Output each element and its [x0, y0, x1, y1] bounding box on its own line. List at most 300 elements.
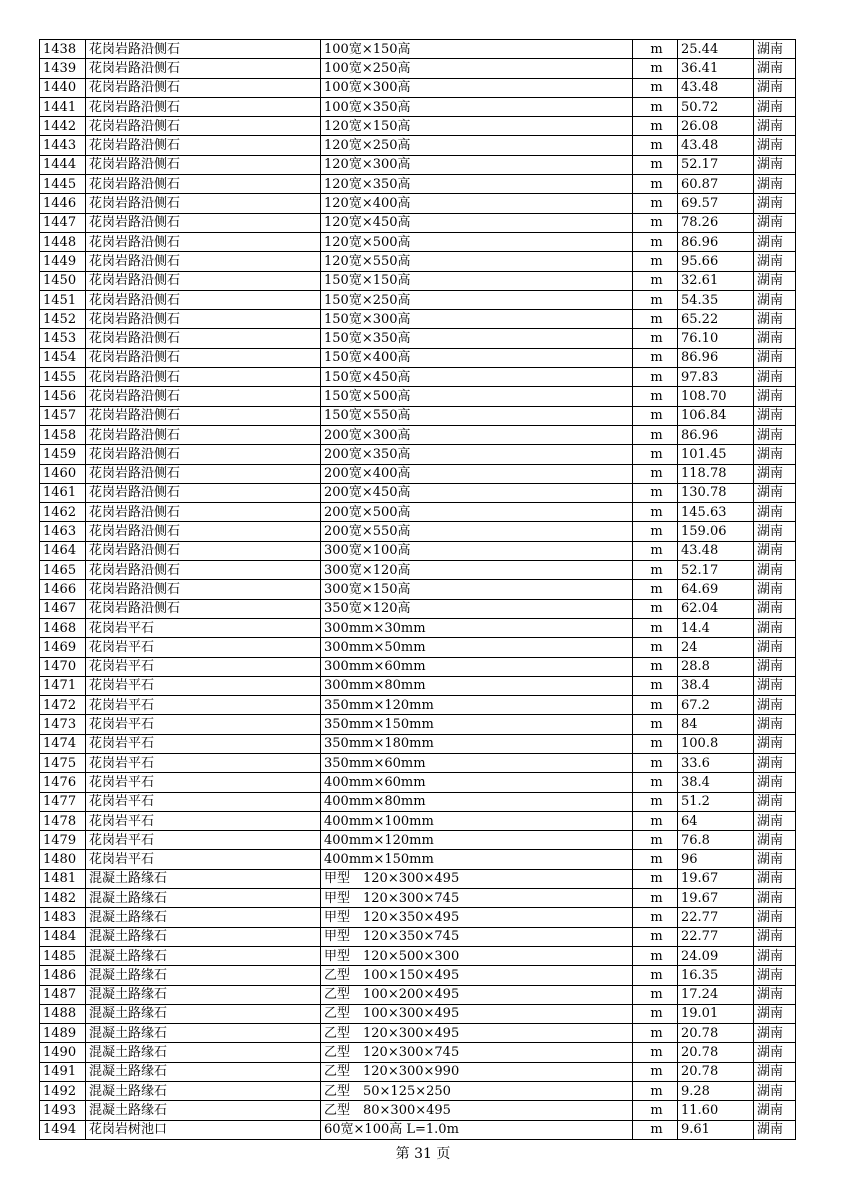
item-name-cell: 混凝土路缘石 [86, 908, 321, 927]
item-name-cell: 花岗岩路沿侧石 [86, 40, 321, 59]
table-row [40, 773, 796, 792]
table-row [40, 329, 796, 348]
table-row [40, 464, 796, 483]
price-cell: 96 [678, 850, 754, 869]
spec-cell: 200宽×400高 [321, 464, 633, 483]
spec-cell: 150宽×250高 [321, 290, 633, 309]
item-name-cell: 花岗岩路沿侧石 [86, 271, 321, 290]
region-cell: 湖南 [754, 232, 796, 251]
row-number-cell: 1475 [40, 753, 86, 772]
table-row [40, 175, 796, 194]
row-number-cell: 1478 [40, 811, 86, 830]
spec-cell: 120宽×450高 [321, 213, 633, 232]
price-cell: 76.10 [678, 329, 754, 348]
unit-cell: m [633, 657, 678, 676]
item-name-cell: 混凝土路缘石 [86, 889, 321, 908]
item-name-cell: 花岗岩路沿侧石 [86, 522, 321, 541]
item-name-cell: 花岗岩平石 [86, 792, 321, 811]
price-cell: 78.26 [678, 213, 754, 232]
table-row [40, 869, 796, 888]
spec-cell: 150宽×550高 [321, 406, 633, 425]
item-name-cell: 花岗岩路沿侧石 [86, 464, 321, 483]
region-cell: 湖南 [754, 213, 796, 232]
item-name-cell: 花岗岩路沿侧石 [86, 561, 321, 580]
row-number-cell: 1441 [40, 97, 86, 116]
price-cell: 84 [678, 715, 754, 734]
price-cell: 118.78 [678, 464, 754, 483]
row-number-cell: 1465 [40, 561, 86, 580]
unit-cell: m [633, 618, 678, 637]
item-name-cell: 花岗岩路沿侧石 [86, 387, 321, 406]
row-number-cell: 1451 [40, 290, 86, 309]
table-row [40, 445, 796, 464]
table-row [40, 1004, 796, 1023]
unit-cell: m [633, 1101, 678, 1120]
price-cell: 24 [678, 638, 754, 657]
unit-cell: m [633, 850, 678, 869]
spec-cell: 200宽×550高 [321, 522, 633, 541]
price-cell: 86.96 [678, 232, 754, 251]
item-name-cell: 混凝土路缘石 [86, 1043, 321, 1062]
price-cell: 64 [678, 811, 754, 830]
row-number-cell: 1482 [40, 889, 86, 908]
region-cell: 湖南 [754, 464, 796, 483]
region-cell: 湖南 [754, 1043, 796, 1062]
price-cell: 43.48 [678, 541, 754, 560]
item-name-cell: 花岗岩路沿侧石 [86, 59, 321, 78]
region-cell: 湖南 [754, 97, 796, 116]
region-cell: 湖南 [754, 850, 796, 869]
row-number-cell: 1454 [40, 348, 86, 367]
region-cell: 湖南 [754, 985, 796, 1004]
region-cell: 湖南 [754, 831, 796, 850]
spec-cell: 乙型 100×150×495 [321, 966, 633, 985]
item-name-cell: 花岗岩平石 [86, 811, 321, 830]
table-row [40, 406, 796, 425]
price-cell: 17.24 [678, 985, 754, 1004]
row-number-cell: 1453 [40, 329, 86, 348]
row-number-cell: 1444 [40, 155, 86, 174]
spec-cell: 350mm×60mm [321, 753, 633, 772]
row-number-cell: 1472 [40, 696, 86, 715]
row-number-cell: 1477 [40, 792, 86, 811]
table-row [40, 252, 796, 271]
unit-cell: m [633, 966, 678, 985]
region-cell: 湖南 [754, 927, 796, 946]
region-cell: 湖南 [754, 715, 796, 734]
spec-cell: 120宽×550高 [321, 252, 633, 271]
spec-cell: 350mm×150mm [321, 715, 633, 734]
table-row [40, 966, 796, 985]
region-cell: 湖南 [754, 908, 796, 927]
price-cell: 11.60 [678, 1101, 754, 1120]
unit-cell: m [633, 927, 678, 946]
row-number-cell: 1473 [40, 715, 86, 734]
table-row [40, 1062, 796, 1081]
price-cell: 32.61 [678, 271, 754, 290]
item-name-cell: 花岗岩路沿侧石 [86, 580, 321, 599]
table-row [40, 213, 796, 232]
unit-cell: m [633, 561, 678, 580]
unit-cell: m [633, 792, 678, 811]
table-row [40, 889, 796, 908]
spec-cell: 150宽×150高 [321, 271, 633, 290]
table-row [40, 194, 796, 213]
unit-cell: m [633, 1120, 678, 1139]
unit-cell: m [633, 985, 678, 1004]
region-cell: 湖南 [754, 425, 796, 444]
price-cell: 20.78 [678, 1024, 754, 1043]
region-cell: 湖南 [754, 522, 796, 541]
item-name-cell: 混凝土路缘石 [86, 927, 321, 946]
item-name-cell: 花岗岩树池口 [86, 1120, 321, 1139]
price-cell: 38.4 [678, 773, 754, 792]
unit-cell: m [633, 194, 678, 213]
region-cell: 湖南 [754, 271, 796, 290]
table-row [40, 503, 796, 522]
unit-cell: m [633, 946, 678, 965]
table-row [40, 136, 796, 155]
region-cell: 湖南 [754, 1062, 796, 1081]
spec-cell: 100宽×250高 [321, 59, 633, 78]
price-cell: 28.8 [678, 657, 754, 676]
unit-cell: m [633, 290, 678, 309]
region-cell: 湖南 [754, 1082, 796, 1101]
price-cell: 76.8 [678, 831, 754, 850]
spec-cell: 乙型 120×300×990 [321, 1062, 633, 1081]
row-number-cell: 1467 [40, 599, 86, 618]
row-number-cell: 1457 [40, 406, 86, 425]
price-cell: 20.78 [678, 1062, 754, 1081]
region-cell: 湖南 [754, 580, 796, 599]
item-name-cell: 混凝土路缘石 [86, 985, 321, 1004]
table-row [40, 561, 796, 580]
price-cell: 16.35 [678, 966, 754, 985]
unit-cell: m [633, 425, 678, 444]
row-number-cell: 1480 [40, 850, 86, 869]
item-name-cell: 花岗岩平石 [86, 850, 321, 869]
region-cell: 湖南 [754, 657, 796, 676]
unit-cell: m [633, 715, 678, 734]
table-row [40, 638, 796, 657]
row-number-cell: 1459 [40, 445, 86, 464]
spec-cell: 300mm×50mm [321, 638, 633, 657]
unit-cell: m [633, 1004, 678, 1023]
unit-cell: m [633, 213, 678, 232]
item-name-cell: 花岗岩路沿侧石 [86, 445, 321, 464]
table-row [40, 715, 796, 734]
region-cell: 湖南 [754, 638, 796, 657]
unit-cell: m [633, 329, 678, 348]
item-name-cell: 花岗岩路沿侧石 [86, 117, 321, 136]
row-number-cell: 1462 [40, 503, 86, 522]
table-row [40, 696, 796, 715]
row-number-cell: 1488 [40, 1004, 86, 1023]
region-cell: 湖南 [754, 368, 796, 387]
row-number-cell: 1494 [40, 1120, 86, 1139]
unit-cell: m [633, 310, 678, 329]
spec-cell: 甲型 120×350×745 [321, 927, 633, 946]
unit-cell: m [633, 753, 678, 772]
table-row [40, 290, 796, 309]
spec-cell: 300mm×80mm [321, 676, 633, 695]
spec-cell: 400mm×150mm [321, 850, 633, 869]
spec-cell: 400mm×80mm [321, 792, 633, 811]
table-row [40, 1024, 796, 1043]
table-row [40, 985, 796, 1004]
item-name-cell: 花岗岩路沿侧石 [86, 232, 321, 251]
region-cell: 湖南 [754, 387, 796, 406]
region-cell: 湖南 [754, 541, 796, 560]
unit-cell: m [633, 40, 678, 59]
price-cell: 22.77 [678, 927, 754, 946]
row-number-cell: 1471 [40, 676, 86, 695]
row-number-cell: 1464 [40, 541, 86, 560]
region-cell: 湖南 [754, 946, 796, 965]
unit-cell: m [633, 78, 678, 97]
table-row [40, 310, 796, 329]
spec-cell: 120宽×250高 [321, 136, 633, 155]
unit-cell: m [633, 696, 678, 715]
table-row [40, 927, 796, 946]
spec-cell: 400mm×60mm [321, 773, 633, 792]
item-name-cell: 花岗岩平石 [86, 831, 321, 850]
region-cell: 湖南 [754, 503, 796, 522]
item-name-cell: 混凝土路缘石 [86, 869, 321, 888]
spec-cell: 350mm×120mm [321, 696, 633, 715]
price-cell: 69.57 [678, 194, 754, 213]
item-name-cell: 混凝土路缘石 [86, 1101, 321, 1120]
spec-cell: 乙型 100×300×495 [321, 1004, 633, 1023]
item-name-cell: 花岗岩路沿侧石 [86, 78, 321, 97]
table-row [40, 541, 796, 560]
region-cell: 湖南 [754, 792, 796, 811]
row-number-cell: 1474 [40, 734, 86, 753]
item-name-cell: 花岗岩路沿侧石 [86, 503, 321, 522]
region-cell: 湖南 [754, 117, 796, 136]
region-cell: 湖南 [754, 811, 796, 830]
spec-cell: 150宽×400高 [321, 348, 633, 367]
price-cell: 65.22 [678, 310, 754, 329]
item-name-cell: 花岗岩平石 [86, 618, 321, 637]
table-row [40, 271, 796, 290]
row-number-cell: 1491 [40, 1062, 86, 1081]
item-name-cell: 花岗岩路沿侧石 [86, 368, 321, 387]
spec-cell: 200宽×300高 [321, 425, 633, 444]
table-row [40, 97, 796, 116]
unit-cell: m [633, 676, 678, 695]
spec-cell: 150宽×350高 [321, 329, 633, 348]
region-cell: 湖南 [754, 348, 796, 367]
unit-cell: m [633, 503, 678, 522]
row-number-cell: 1492 [40, 1082, 86, 1101]
item-name-cell: 花岗岩路沿侧石 [86, 213, 321, 232]
unit-cell: m [633, 580, 678, 599]
row-number-cell: 1466 [40, 580, 86, 599]
unit-cell: m [633, 368, 678, 387]
region-cell: 湖南 [754, 59, 796, 78]
region-cell: 湖南 [754, 869, 796, 888]
spec-cell: 乙型 80×300×495 [321, 1101, 633, 1120]
table-row [40, 40, 796, 59]
spec-cell: 350mm×180mm [321, 734, 633, 753]
spec-cell: 100宽×150高 [321, 40, 633, 59]
price-cell: 25.44 [678, 40, 754, 59]
item-name-cell: 花岗岩路沿侧石 [86, 329, 321, 348]
spec-cell: 120宽×400高 [321, 194, 633, 213]
price-cell: 9.28 [678, 1082, 754, 1101]
row-number-cell: 1450 [40, 271, 86, 290]
price-cell: 52.17 [678, 155, 754, 174]
region-cell: 湖南 [754, 889, 796, 908]
row-number-cell: 1458 [40, 425, 86, 444]
price-cell: 43.48 [678, 78, 754, 97]
unit-cell: m [633, 1082, 678, 1101]
table-row [40, 734, 796, 753]
spec-cell: 100宽×350高 [321, 97, 633, 116]
row-number-cell: 1463 [40, 522, 86, 541]
row-number-cell: 1493 [40, 1101, 86, 1120]
unit-cell: m [633, 811, 678, 830]
spec-cell: 350宽×120高 [321, 599, 633, 618]
price-cell: 9.61 [678, 1120, 754, 1139]
price-cell: 86.96 [678, 425, 754, 444]
table-row [40, 78, 796, 97]
spec-cell: 300宽×120高 [321, 561, 633, 580]
item-name-cell: 花岗岩平石 [86, 657, 321, 676]
table-row [40, 831, 796, 850]
item-name-cell: 混凝土路缘石 [86, 946, 321, 965]
spec-cell: 300宽×100高 [321, 541, 633, 560]
price-cell: 36.41 [678, 59, 754, 78]
row-number-cell: 1452 [40, 310, 86, 329]
row-number-cell: 1442 [40, 117, 86, 136]
unit-cell: m [633, 483, 678, 502]
item-name-cell: 花岗岩路沿侧石 [86, 290, 321, 309]
spec-cell: 150宽×300高 [321, 310, 633, 329]
region-cell: 湖南 [754, 40, 796, 59]
region-cell: 湖南 [754, 329, 796, 348]
region-cell: 湖南 [754, 252, 796, 271]
item-name-cell: 花岗岩路沿侧石 [86, 310, 321, 329]
item-name-cell: 花岗岩路沿侧石 [86, 541, 321, 560]
table-row [40, 657, 796, 676]
price-cell: 50.72 [678, 97, 754, 116]
spec-cell: 乙型 100×200×495 [321, 985, 633, 1004]
spec-cell: 120宽×350高 [321, 175, 633, 194]
region-cell: 湖南 [754, 136, 796, 155]
unit-cell: m [633, 464, 678, 483]
unit-cell: m [633, 136, 678, 155]
unit-cell: m [633, 889, 678, 908]
row-number-cell: 1483 [40, 908, 86, 927]
item-name-cell: 混凝土路缘石 [86, 1062, 321, 1081]
table-row [40, 599, 796, 618]
price-cell: 159.06 [678, 522, 754, 541]
item-name-cell: 花岗岩平石 [86, 734, 321, 753]
price-table [39, 39, 796, 1140]
region-cell: 湖南 [754, 290, 796, 309]
item-name-cell: 花岗岩路沿侧石 [86, 252, 321, 271]
item-name-cell: 花岗岩路沿侧石 [86, 348, 321, 367]
table-row [40, 908, 796, 927]
region-cell: 湖南 [754, 194, 796, 213]
unit-cell: m [633, 541, 678, 560]
price-cell: 97.83 [678, 368, 754, 387]
unit-cell: m [633, 1062, 678, 1081]
row-number-cell: 1438 [40, 40, 86, 59]
unit-cell: m [633, 1024, 678, 1043]
page-number: 第 31 页 [395, 1146, 451, 1162]
region-cell: 湖南 [754, 734, 796, 753]
spec-cell: 甲型 120×350×495 [321, 908, 633, 927]
item-name-cell: 花岗岩平石 [86, 638, 321, 657]
table-row [40, 811, 796, 830]
unit-cell: m [633, 908, 678, 927]
item-name-cell: 花岗岩路沿侧石 [86, 425, 321, 444]
price-cell: 19.67 [678, 889, 754, 908]
price-cell: 145.63 [678, 503, 754, 522]
spec-cell: 200宽×500高 [321, 503, 633, 522]
price-cell: 20.78 [678, 1043, 754, 1062]
row-number-cell: 1470 [40, 657, 86, 676]
price-cell: 60.87 [678, 175, 754, 194]
price-cell: 19.01 [678, 1004, 754, 1023]
table-row [40, 676, 796, 695]
unit-cell: m [633, 175, 678, 194]
table-row [40, 117, 796, 136]
item-name-cell: 花岗岩路沿侧石 [86, 599, 321, 618]
row-number-cell: 1468 [40, 618, 86, 637]
row-number-cell: 1481 [40, 869, 86, 888]
unit-cell: m [633, 97, 678, 116]
price-cell: 101.45 [678, 445, 754, 464]
table-row [40, 425, 796, 444]
spec-cell: 200宽×350高 [321, 445, 633, 464]
row-number-cell: 1449 [40, 252, 86, 271]
region-cell: 湖南 [754, 1101, 796, 1120]
spec-cell: 乙型 120×300×495 [321, 1024, 633, 1043]
region-cell: 湖南 [754, 78, 796, 97]
unit-cell: m [633, 59, 678, 78]
region-cell: 湖南 [754, 1120, 796, 1139]
unit-cell: m [633, 232, 678, 251]
spec-cell: 300mm×30mm [321, 618, 633, 637]
unit-cell: m [633, 271, 678, 290]
table-row [40, 155, 796, 174]
region-cell: 湖南 [754, 753, 796, 772]
region-cell: 湖南 [754, 773, 796, 792]
region-cell: 湖南 [754, 966, 796, 985]
unit-cell: m [633, 773, 678, 792]
price-cell: 51.2 [678, 792, 754, 811]
unit-cell: m [633, 734, 678, 753]
spec-cell: 120宽×500高 [321, 232, 633, 251]
unit-cell: m [633, 387, 678, 406]
price-cell: 22.77 [678, 908, 754, 927]
row-number-cell: 1447 [40, 213, 86, 232]
price-cell: 26.08 [678, 117, 754, 136]
row-number-cell: 1489 [40, 1024, 86, 1043]
row-number-cell: 1455 [40, 368, 86, 387]
table-row [40, 522, 796, 541]
item-name-cell: 花岗岩平石 [86, 753, 321, 772]
row-number-cell: 1443 [40, 136, 86, 155]
table-row [40, 59, 796, 78]
item-name-cell: 花岗岩平石 [86, 715, 321, 734]
row-number-cell: 1476 [40, 773, 86, 792]
spec-cell: 甲型 120×300×495 [321, 869, 633, 888]
